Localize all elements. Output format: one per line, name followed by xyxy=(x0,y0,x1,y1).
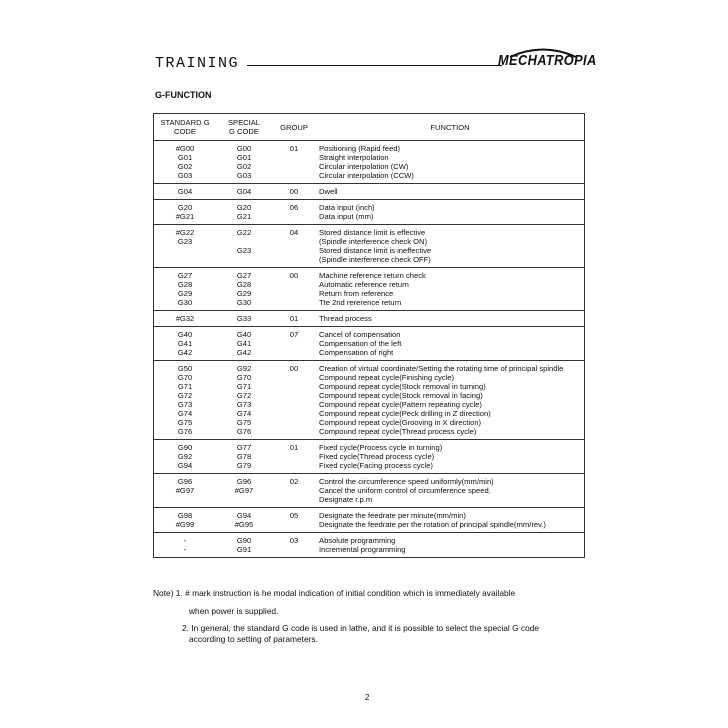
cell-standard-g-code xyxy=(154,141,217,184)
cell-line: G29 xyxy=(236,289,252,298)
cell-line: Compound repeat cycle(Peck drilling in Z direction) xyxy=(319,409,491,418)
cell-group xyxy=(272,141,316,184)
cell-line: 07 xyxy=(289,330,299,339)
cell-line: G33 xyxy=(236,314,252,323)
cell-line: G76 xyxy=(236,427,252,436)
company-logo: MECHATROPIA xyxy=(498,52,597,69)
header-group: GROUP xyxy=(272,114,316,141)
cell-special-g-code xyxy=(216,200,272,225)
cell-group xyxy=(272,225,316,268)
cell-line: 03 xyxy=(289,536,299,545)
cell-line: G73 xyxy=(236,400,252,409)
cell-line: G41 xyxy=(177,339,193,348)
cell-group xyxy=(272,311,316,327)
cell-line: (Spindle interference check OFF) xyxy=(319,255,431,264)
cell-line: #G99 xyxy=(175,520,195,529)
header-text: CODE xyxy=(174,127,196,136)
cell-function xyxy=(316,533,585,558)
cell-function xyxy=(316,474,585,508)
table-row xyxy=(154,440,585,474)
cell-line: Incremental programming xyxy=(319,545,406,554)
table-row xyxy=(154,327,585,361)
cell-line: G23 xyxy=(177,237,193,246)
cell-group xyxy=(272,184,316,200)
header-function: FUNCTION xyxy=(316,114,585,141)
table-header-row xyxy=(154,114,585,141)
cell-line: Return from reference xyxy=(319,289,394,298)
header-text: G CODE xyxy=(229,127,259,136)
cell-line: 00 xyxy=(289,364,299,373)
cell-standard-g-code xyxy=(154,225,217,268)
cell-line: G90 xyxy=(177,443,193,452)
table-row xyxy=(154,268,585,311)
cell-line: Data input (mm) xyxy=(319,212,374,221)
cell-line: G20 xyxy=(236,203,252,212)
cell-group xyxy=(272,440,316,474)
cell-line: G28 xyxy=(177,280,193,289)
cell-line: Designate r.p.m xyxy=(319,495,373,504)
cell-line: 01 xyxy=(289,443,299,452)
cell-line: Straight interpolation xyxy=(319,153,389,162)
cell-line: G91 xyxy=(236,545,252,554)
cell-line: G40 xyxy=(177,330,193,339)
cell-line: #G95 xyxy=(234,520,254,529)
g-function-table xyxy=(153,113,585,558)
cell-group xyxy=(272,361,316,440)
cell-line: G42 xyxy=(236,348,252,357)
cell-line: Control the circumference speed uniformly(mm/min) xyxy=(319,477,494,486)
cell-line: G23 xyxy=(236,246,252,255)
cell-standard-g-code xyxy=(154,327,217,361)
cell-line: Automatic reference return xyxy=(319,280,409,289)
cell-function xyxy=(316,440,585,474)
table-row xyxy=(154,141,585,184)
header-title: TRAINING xyxy=(155,55,240,72)
cell-special-g-code xyxy=(216,474,272,508)
cell-line: G27 xyxy=(177,271,193,280)
cell-line: 02 xyxy=(289,477,299,486)
header-standard-g-code xyxy=(154,114,217,141)
cell-line: G02 xyxy=(177,162,193,171)
cell-line: G74 xyxy=(177,409,193,418)
cell-line: G41 xyxy=(236,339,252,348)
cell-standard-g-code xyxy=(154,200,217,225)
header-rule xyxy=(247,65,502,66)
cell-function xyxy=(316,508,585,533)
cell-line: Positioning (Rapid feed) xyxy=(319,144,401,153)
cell-line: Compound repeat cycle(Thread process cycle) xyxy=(319,427,477,436)
cell-standard-g-code xyxy=(154,311,217,327)
cell-line: #G32 xyxy=(175,314,195,323)
cell-special-g-code xyxy=(216,225,272,268)
cell-special-g-code xyxy=(216,184,272,200)
table-row xyxy=(154,508,585,533)
cell-line: G03 xyxy=(177,171,193,180)
cell-standard-g-code xyxy=(154,268,217,311)
cell-line: Machine reference return check xyxy=(319,271,426,280)
cell-line: G71 xyxy=(236,382,252,391)
cell-function xyxy=(316,311,585,327)
header-text: STANDARD G xyxy=(160,118,210,127)
note-2-line-1: 2. In general, the standard G code is used in lathe, and it is possible to select the special G code xyxy=(182,623,540,633)
cell-line: #G00 xyxy=(175,144,195,153)
cell-line: G92 xyxy=(236,364,252,373)
cell-special-g-code xyxy=(216,440,272,474)
cell-line: 01 xyxy=(289,144,299,153)
cell-line: G29 xyxy=(177,289,193,298)
table-row xyxy=(154,533,585,558)
cell-group xyxy=(272,200,316,225)
header-special-g-code xyxy=(216,114,272,141)
cell-line: G71 xyxy=(177,382,193,391)
cell-special-g-code xyxy=(216,361,272,440)
cell-line: G92 xyxy=(177,452,193,461)
cell-line: 01 xyxy=(289,314,299,323)
cell-line: G04 xyxy=(236,187,252,196)
cell-special-g-code xyxy=(216,327,272,361)
cell-line: 05 xyxy=(289,511,299,520)
cell-line: Compensation of right xyxy=(319,348,394,357)
cell-standard-g-code xyxy=(154,361,217,440)
cell-line: G79 xyxy=(236,461,252,470)
header-text: SPECIAL xyxy=(227,118,261,127)
cell-line: G70 xyxy=(177,373,193,382)
table-row xyxy=(154,200,585,225)
cell-line: Compound repeat cycle(Stock removal in facing) xyxy=(319,391,483,400)
cell-line: Dwell xyxy=(319,187,338,196)
cell-special-g-code xyxy=(216,268,272,311)
cell-line: G01 xyxy=(236,153,252,162)
cell-line: G30 xyxy=(177,298,193,307)
cell-line xyxy=(218,495,270,504)
cell-line: #G22 xyxy=(175,228,195,237)
cell-line: G94 xyxy=(177,461,193,470)
cell-line: Fixed cycle(Facing process cycle) xyxy=(319,461,433,470)
page-header xyxy=(155,52,597,76)
cell-standard-g-code xyxy=(154,533,217,558)
cell-line: #G21 xyxy=(175,212,195,221)
cell-group xyxy=(272,533,316,558)
cell-standard-g-code xyxy=(154,440,217,474)
cell-line: Fixed cycle(Process cycle in turning) xyxy=(319,443,443,452)
table-row xyxy=(154,474,585,508)
cell-line: G75 xyxy=(177,418,193,427)
note-2-line-2: according to setting of parameters. xyxy=(189,634,318,644)
cell-special-g-code xyxy=(216,533,272,558)
cell-line: G30 xyxy=(236,298,252,307)
cell-line xyxy=(218,255,270,264)
cell-line: Circular interpolation (CCW) xyxy=(319,171,414,180)
table-row xyxy=(154,184,585,200)
cell-line xyxy=(156,255,214,264)
cell-line: G28 xyxy=(236,280,252,289)
cell-line: Designate the feedrate per the rotation of principal spindle(mm/rev.) xyxy=(319,520,546,529)
cell-line: G76 xyxy=(177,427,193,436)
table-row xyxy=(154,225,585,268)
cell-group xyxy=(272,508,316,533)
cell-group xyxy=(272,474,316,508)
cell-line: - xyxy=(183,536,187,545)
cell-line: G00 xyxy=(236,144,252,153)
cell-line: Circular interpolation (CW) xyxy=(319,162,409,171)
cell-line: Thread process xyxy=(319,314,372,323)
cell-function xyxy=(316,268,585,311)
cell-line: #G97 xyxy=(234,486,254,495)
table-row xyxy=(154,361,585,440)
page-number: 2 xyxy=(365,693,370,702)
cell-line: G21 xyxy=(236,212,252,221)
cell-line: 00 xyxy=(289,187,299,196)
cell-line xyxy=(156,246,214,255)
cell-line: G75 xyxy=(236,418,252,427)
cell-line: Data input (inch) xyxy=(319,203,375,212)
cell-standard-g-code xyxy=(154,474,217,508)
cell-line: G40 xyxy=(236,330,252,339)
cell-line: G04 xyxy=(177,187,193,196)
section-title: G-FUNCTION xyxy=(155,90,212,100)
note-1-line-1: Note) 1. # mark instruction is he modal indication of initial condition which is immediately available xyxy=(153,588,516,598)
cell-line: G74 xyxy=(236,409,252,418)
cell-line: Tte 2nd rererence return xyxy=(319,298,402,307)
cell-function xyxy=(316,184,585,200)
cell-line: Creation of virtual coordinate/Setting the rotating time of principal spindle xyxy=(319,364,564,373)
cell-line: G72 xyxy=(177,391,193,400)
cell-line: 00 xyxy=(289,271,299,280)
note-1-line-2: when power is supplied. xyxy=(189,606,279,616)
cell-line: Stored distance limit is effective xyxy=(319,228,426,237)
cell-line: G22 xyxy=(236,228,252,237)
cell-line xyxy=(218,237,270,246)
cell-line: Cancel the uniform control of circumference speed. xyxy=(319,486,491,495)
cell-line: G78 xyxy=(236,452,252,461)
cell-line: #G97 xyxy=(175,486,195,495)
cell-group xyxy=(272,327,316,361)
cell-line: - xyxy=(183,545,187,554)
cell-line: G94 xyxy=(236,511,252,520)
cell-line: Compound repeat cycle(Pattern repeating cycle) xyxy=(319,400,482,409)
cell-line: G20 xyxy=(177,203,193,212)
cell-function xyxy=(316,225,585,268)
cell-line: G70 xyxy=(236,373,252,382)
cell-line: 06 xyxy=(289,203,299,212)
cell-function xyxy=(316,141,585,184)
cell-standard-g-code xyxy=(154,184,217,200)
cell-line: 04 xyxy=(289,228,299,237)
cell-line: Compound repeat cycle(Grooving in X direction) xyxy=(319,418,482,427)
cell-line: Cancel of compensation xyxy=(319,330,401,339)
cell-line: Fixed cycle(Thread process cycle) xyxy=(319,452,435,461)
cell-special-g-code xyxy=(216,508,272,533)
cell-line: Compound repeat cycle(Finishing cycle) xyxy=(319,373,455,382)
cell-line: G50 xyxy=(177,364,193,373)
cell-special-g-code xyxy=(216,311,272,327)
cell-line: Absolute programming xyxy=(319,536,396,545)
cell-function xyxy=(316,327,585,361)
cell-line: Stored distance limit is ineffective xyxy=(319,246,432,255)
table-row xyxy=(154,311,585,327)
cell-line: G98 xyxy=(177,511,193,520)
cell-line: G72 xyxy=(236,391,252,400)
cell-line: G96 xyxy=(236,477,252,486)
cell-line: Compound repeat cycle(Stock removal in turning) xyxy=(319,382,486,391)
cell-function xyxy=(316,361,585,440)
cell-line: G73 xyxy=(177,400,193,409)
cell-standard-g-code xyxy=(154,508,217,533)
cell-line: G77 xyxy=(236,443,252,452)
cell-line: G27 xyxy=(236,271,252,280)
cell-line: (Spindle interference check ON) xyxy=(319,237,428,246)
cell-special-g-code xyxy=(216,141,272,184)
cell-line: G42 xyxy=(177,348,193,357)
cell-line: G96 xyxy=(177,477,193,486)
cell-line: G03 xyxy=(236,171,252,180)
cell-line: Designate the feedrate per minute(mm/min) xyxy=(319,511,466,520)
cell-group xyxy=(272,268,316,311)
cell-line: Compensation of the left xyxy=(319,339,402,348)
cell-line: G90 xyxy=(236,536,252,545)
cell-line xyxy=(156,495,214,504)
cell-line: G01 xyxy=(177,153,193,162)
cell-line: G02 xyxy=(236,162,252,171)
cell-function xyxy=(316,200,585,225)
